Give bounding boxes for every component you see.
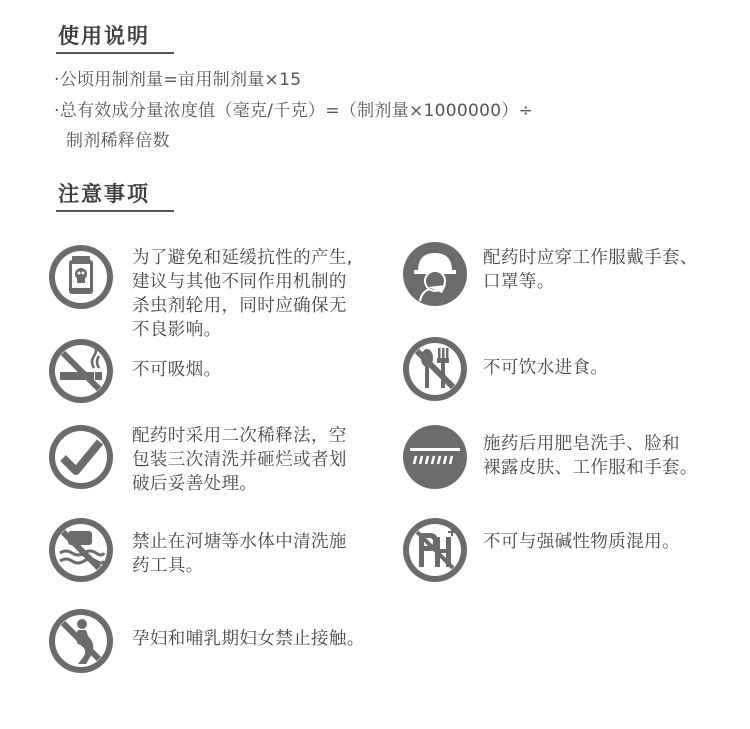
usage-formula-1: ·公顷用制剂量=亩用制剂量×15 <box>54 70 302 90</box>
precaution-text-4: 不可饮水进食。 <box>483 358 609 378</box>
precaution-text-3: 不可吸烟。 <box>132 360 222 380</box>
no-eating-drinking-icon <box>402 336 468 402</box>
no-smoking-icon <box>48 338 114 404</box>
usage-heading: 使用说明 <box>58 24 150 48</box>
checkmark-icon <box>48 424 114 490</box>
precaution-text-1: 为了避免和延缓抗性的产生, 建议与其他不同作用机制的 杀虫剂轮用，同时应确保无 不良影响。 <box>132 248 353 340</box>
precautions-heading: 注意事项 <box>58 182 150 206</box>
usage-heading-underline <box>56 52 174 54</box>
no-pregnant-women-icon <box>48 608 114 674</box>
precaution-text-8: 不可与强碱性物质混用。 <box>483 532 680 552</box>
precautions-heading-underline <box>56 210 174 212</box>
shower-wash-icon <box>402 424 468 490</box>
precaution-text-7: 禁止在河塘等水体中清洗施 药工具。 <box>132 532 347 576</box>
protective-gear-icon <box>402 241 468 307</box>
no-ph-mixing-icon <box>402 517 468 583</box>
precaution-text-2: 配药时应穿工作服戴手套、 口罩等。 <box>483 248 698 292</box>
precaution-text-9: 孕妇和哺乳期妇女禁止接触。 <box>132 629 365 649</box>
precaution-text-5: 配药时采用二次稀释法，空 包装三次清洗并砸烂或者划 破后妥善处理。 <box>132 426 347 494</box>
precaution-text-6: 施药后用肥皂洗手、脸和 裸露皮肤、工作服和手套。 <box>483 434 698 478</box>
poison-bottle-icon <box>48 244 114 310</box>
no-washing-in-water-icon <box>48 517 114 583</box>
usage-formula-2: ·总有效成分量浓度值（毫克/千克）=（制剂量×1000000）÷ <box>54 101 534 121</box>
usage-formula-2-cont: 制剂稀释倍数 <box>66 131 170 151</box>
